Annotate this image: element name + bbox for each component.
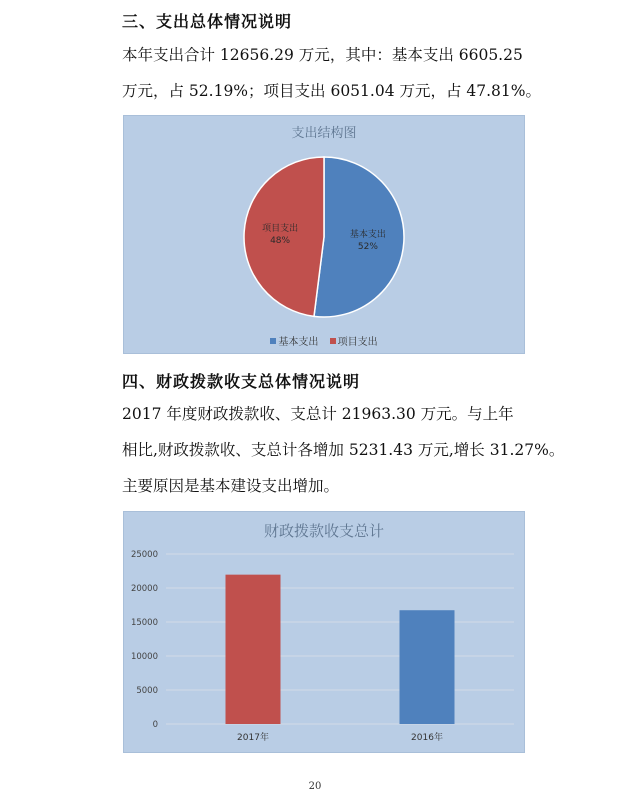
y-tick-label: 10000 (130, 652, 158, 662)
expenditure-paragraph-line-1: 本年支出合计 12656.29 万元，其中：基本支出 6605.25 (122, 46, 523, 64)
y-tick-label: 20000 (130, 584, 158, 594)
legend-label: 项目支出 (337, 337, 378, 348)
bar (226, 575, 281, 724)
bar-chart-title: 财政拨款收支总计 (263, 522, 384, 540)
pie-slice-name-label: 项目支出 (262, 224, 299, 235)
expenditure-paragraph-line-2: 万元，占 52.19%；项目支出 6051.04 万元，占 47.81%。 (122, 82, 542, 100)
pie-slice-percent-label: 48% (270, 236, 291, 247)
page-number: 20 (308, 781, 322, 792)
y-tick-label: 5000 (136, 686, 158, 696)
pie-slice-percent-label: 52% (357, 241, 378, 252)
legend-swatch-icon (270, 338, 276, 344)
pie-chart (123, 115, 525, 354)
x-tick-label: 2017年 (237, 733, 269, 743)
pie-chart-legend (124, 333, 524, 348)
legend-item-project (330, 333, 378, 348)
y-tick-label: 25000 (130, 550, 158, 560)
y-tick-label: 15000 (130, 618, 158, 628)
fiscal-paragraph-line-1: 2017 年度财政拨款收、支总计 21963.30 万元。与上年 (122, 405, 514, 423)
x-tick-label: 2016年 (411, 733, 443, 743)
pie-chart-title: 支出结构图 (291, 126, 357, 141)
y-tick-label: 0 (152, 720, 158, 730)
legend-label: 基本支出 (278, 337, 319, 348)
legend-item-basic (270, 333, 318, 348)
legend-swatch-icon (330, 338, 336, 344)
bar-chart-plot (124, 512, 524, 752)
fiscal-paragraph-line-2: 相比,财政拨款收、支总计各增加 5231.43 万元,增长 31.27%。 (122, 441, 565, 459)
bar (400, 610, 455, 724)
pie-slice-name-label: 基本支出 (349, 229, 386, 240)
section-heading-fiscal: 四、财政拨款收支总体情况说明 (122, 372, 361, 391)
bar-chart (123, 511, 525, 753)
fiscal-paragraph-line-3: 主要原因是基本建设支出增加。 (122, 477, 340, 495)
pie-chart-plot (124, 116, 524, 353)
section-heading-expenditure: 三、支出总体情况说明 (122, 12, 293, 31)
